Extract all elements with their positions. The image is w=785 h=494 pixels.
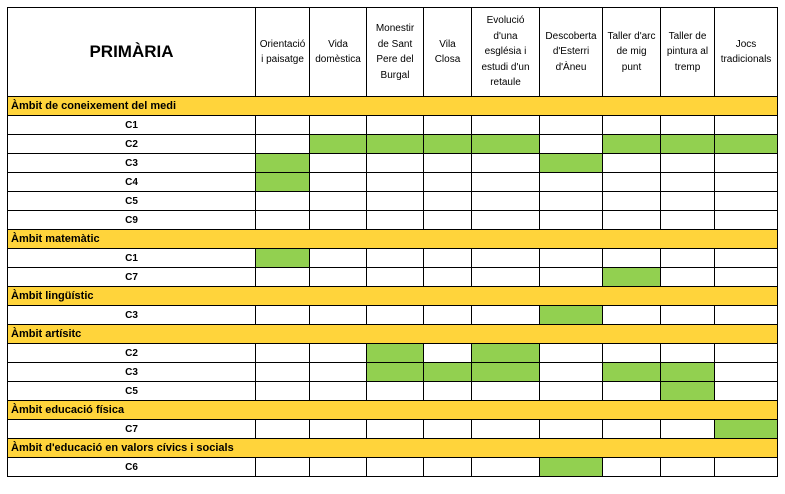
section-row — [8, 401, 778, 420]
empty-cell — [310, 306, 367, 325]
empty-cell — [256, 344, 310, 363]
empty-cell — [661, 344, 715, 363]
empty-cell — [310, 363, 367, 382]
empty-cell — [367, 211, 424, 230]
table-row — [8, 154, 778, 173]
empty-cell — [424, 249, 472, 268]
empty-cell — [661, 154, 715, 173]
column-header-line: de mig — [616, 46, 647, 58]
empty-cell — [540, 249, 603, 268]
table-row — [8, 382, 778, 401]
empty-cell — [603, 458, 661, 477]
empty-cell — [367, 458, 424, 477]
marked-cell — [256, 154, 310, 173]
empty-cell — [603, 382, 661, 401]
column-header-line: tradicionals — [720, 54, 772, 65]
table-row — [8, 344, 778, 363]
competency-code: C3 — [8, 363, 256, 382]
empty-cell — [603, 306, 661, 325]
column-header-taller-de-pintura-al-tremp — [661, 8, 715, 97]
marked-cell — [256, 173, 310, 192]
empty-cell — [367, 192, 424, 211]
table-row — [8, 249, 778, 268]
column-header-line: Descoberta — [545, 30, 597, 42]
column-header-vila-closa — [424, 8, 472, 97]
marked-cell — [424, 135, 472, 154]
empty-cell — [661, 192, 715, 211]
empty-cell — [310, 382, 367, 401]
empty-cell — [256, 420, 310, 439]
empty-cell — [256, 211, 310, 230]
empty-cell — [367, 420, 424, 439]
column-header-line: punt — [621, 61, 642, 73]
empty-cell — [424, 211, 472, 230]
empty-cell — [472, 382, 540, 401]
empty-cell — [472, 173, 540, 192]
marked-cell — [472, 135, 540, 154]
competency-code: C9 — [8, 211, 256, 230]
section-title-ambit-matematic: Àmbit matemàtic — [8, 230, 778, 249]
empty-cell — [603, 344, 661, 363]
empty-cell — [603, 116, 661, 135]
empty-cell — [310, 268, 367, 287]
section-title-ambit-de-coneixement-del-medi: Àmbit de coneixement del medi — [8, 97, 778, 116]
empty-cell — [310, 211, 367, 230]
marked-cell — [715, 420, 778, 439]
competency-table — [7, 7, 778, 477]
empty-cell — [715, 249, 778, 268]
table-row — [8, 116, 778, 135]
marked-cell — [367, 344, 424, 363]
empty-cell — [367, 116, 424, 135]
empty-cell — [424, 420, 472, 439]
empty-cell — [661, 173, 715, 192]
empty-cell — [715, 363, 778, 382]
table-row — [8, 420, 778, 439]
empty-cell — [424, 306, 472, 325]
column-header-line: estudi d'un — [481, 61, 530, 73]
marked-cell — [472, 363, 540, 382]
empty-cell — [661, 268, 715, 287]
empty-cell — [540, 382, 603, 401]
column-header-jocs-tradicionals — [715, 8, 778, 97]
empty-cell — [540, 135, 603, 154]
header-row — [8, 8, 778, 97]
empty-cell — [472, 268, 540, 287]
column-header-line: Jocs — [735, 38, 757, 50]
column-header-line: Vida — [328, 38, 348, 50]
table-row — [8, 173, 778, 192]
empty-cell — [603, 420, 661, 439]
empty-cell — [603, 192, 661, 211]
column-header-monestir-de-sant-pere-del-burgal — [367, 8, 424, 97]
empty-cell — [540, 192, 603, 211]
marked-cell — [715, 135, 778, 154]
competency-code: C1 — [8, 116, 256, 135]
empty-cell — [367, 268, 424, 287]
marked-cell — [661, 382, 715, 401]
column-header-line: retaule — [490, 77, 521, 89]
page-title: PRIMÀRIA — [8, 8, 256, 97]
empty-cell — [424, 382, 472, 401]
column-header-line: i paisatge — [261, 54, 304, 65]
empty-cell — [715, 154, 778, 173]
section-title-ambit-linguistic: Àmbit lingüístic — [8, 287, 778, 306]
column-header-line: d'una — [493, 30, 518, 42]
empty-cell — [540, 268, 603, 287]
empty-cell — [424, 154, 472, 173]
empty-cell — [472, 154, 540, 173]
empty-cell — [256, 116, 310, 135]
empty-cell — [256, 268, 310, 287]
column-header-line: Pere del — [376, 54, 414, 65]
empty-cell — [472, 458, 540, 477]
marked-cell — [367, 135, 424, 154]
empty-cell — [540, 363, 603, 382]
marked-cell — [661, 135, 715, 154]
table-row — [8, 268, 778, 287]
empty-cell — [310, 192, 367, 211]
marked-cell — [540, 306, 603, 325]
empty-cell — [715, 211, 778, 230]
empty-cell — [715, 306, 778, 325]
empty-cell — [603, 249, 661, 268]
competency-code: C5 — [8, 192, 256, 211]
empty-cell — [256, 363, 310, 382]
empty-cell — [310, 458, 367, 477]
marked-cell — [603, 268, 661, 287]
column-header-line: Burgal — [380, 69, 410, 81]
competency-code: C2 — [8, 135, 256, 154]
empty-cell — [715, 268, 778, 287]
empty-cell — [310, 116, 367, 135]
column-header-line: Closa — [434, 54, 461, 65]
competency-code: C5 — [8, 382, 256, 401]
competency-code: C6 — [8, 458, 256, 477]
column-header-line: d'Esterri — [552, 46, 590, 58]
column-header-evolucio-d-una-esglesia-i-estudi-d-un-retaule — [472, 8, 540, 97]
marked-cell — [603, 363, 661, 382]
empty-cell — [540, 116, 603, 135]
section-row — [8, 325, 778, 344]
column-header-line: de Sant — [377, 38, 413, 50]
empty-cell — [661, 211, 715, 230]
column-header-line: Monestir — [375, 23, 415, 34]
empty-cell — [540, 173, 603, 192]
empty-cell — [715, 382, 778, 401]
empty-cell — [310, 173, 367, 192]
empty-cell — [256, 192, 310, 211]
empty-cell — [424, 192, 472, 211]
table-row — [8, 306, 778, 325]
marked-cell — [661, 363, 715, 382]
column-header-line: Vila — [439, 38, 456, 50]
column-header-descoberta-d-esterri-d-aneu — [540, 8, 603, 97]
column-header-line: Taller d'arc — [607, 30, 656, 42]
empty-cell — [715, 173, 778, 192]
column-header-line: Evolució — [486, 15, 525, 27]
section-row — [8, 97, 778, 116]
empty-cell — [540, 211, 603, 230]
marked-cell — [603, 135, 661, 154]
empty-cell — [715, 458, 778, 477]
empty-cell — [367, 249, 424, 268]
empty-cell — [661, 306, 715, 325]
empty-cell — [367, 154, 424, 173]
empty-cell — [715, 344, 778, 363]
empty-cell — [424, 173, 472, 192]
column-header-line: Taller de — [668, 30, 707, 42]
empty-cell — [540, 420, 603, 439]
section-row — [8, 287, 778, 306]
empty-cell — [661, 420, 715, 439]
section-row — [8, 439, 778, 458]
empty-cell — [603, 211, 661, 230]
empty-cell — [661, 458, 715, 477]
competency-code: C1 — [8, 249, 256, 268]
empty-cell — [256, 458, 310, 477]
column-header-line: tremp — [674, 61, 701, 73]
column-header-vida-domestica — [310, 8, 367, 97]
column-header-line: església i — [484, 46, 527, 58]
table-row — [8, 211, 778, 230]
section-row — [8, 230, 778, 249]
marked-cell — [310, 135, 367, 154]
column-header-line: d'Àneu — [555, 61, 587, 73]
empty-cell — [310, 154, 367, 173]
marked-cell — [424, 363, 472, 382]
column-header-line: Orientació — [259, 38, 306, 50]
empty-cell — [367, 173, 424, 192]
empty-cell — [472, 420, 540, 439]
marked-cell — [540, 458, 603, 477]
marked-cell — [540, 154, 603, 173]
empty-cell — [256, 306, 310, 325]
competency-code: C4 — [8, 173, 256, 192]
empty-cell — [472, 306, 540, 325]
competency-code: C3 — [8, 306, 256, 325]
table-row — [8, 458, 778, 477]
empty-cell — [472, 211, 540, 230]
competency-code: C7 — [8, 268, 256, 287]
table-row — [8, 135, 778, 154]
empty-cell — [472, 116, 540, 135]
column-header-taller-d-arc-de-mig-punt — [603, 8, 661, 97]
column-header-line: domèstica — [315, 54, 361, 65]
empty-cell — [424, 268, 472, 287]
empty-cell — [310, 420, 367, 439]
empty-cell — [256, 382, 310, 401]
empty-cell — [661, 249, 715, 268]
table-row — [8, 192, 778, 211]
empty-cell — [424, 344, 472, 363]
section-title-ambit-d-educacio-en-valors-civics-i-socials: Àmbit d'educació en valors cívics i socials — [8, 439, 778, 458]
empty-cell — [715, 192, 778, 211]
empty-cell — [603, 173, 661, 192]
competency-code: C7 — [8, 420, 256, 439]
marked-cell — [367, 363, 424, 382]
column-header-line: pintura al — [666, 46, 709, 58]
empty-cell — [540, 344, 603, 363]
empty-cell — [715, 116, 778, 135]
empty-cell — [310, 249, 367, 268]
section-title-ambit-artisitc: Àmbit artísitc — [8, 325, 778, 344]
competency-code: C3 — [8, 154, 256, 173]
empty-cell — [256, 135, 310, 154]
empty-cell — [424, 458, 472, 477]
empty-cell — [603, 154, 661, 173]
competency-code: C2 — [8, 344, 256, 363]
empty-cell — [472, 249, 540, 268]
marked-cell — [256, 249, 310, 268]
empty-cell — [367, 306, 424, 325]
empty-cell — [661, 116, 715, 135]
table-row — [8, 363, 778, 382]
empty-cell — [310, 344, 367, 363]
empty-cell — [472, 192, 540, 211]
column-header-orientacio-i-paisatge — [256, 8, 310, 97]
section-title-ambit-educacio-fisica: Àmbit educació física — [8, 401, 778, 420]
empty-cell — [367, 382, 424, 401]
marked-cell — [472, 344, 540, 363]
empty-cell — [424, 116, 472, 135]
